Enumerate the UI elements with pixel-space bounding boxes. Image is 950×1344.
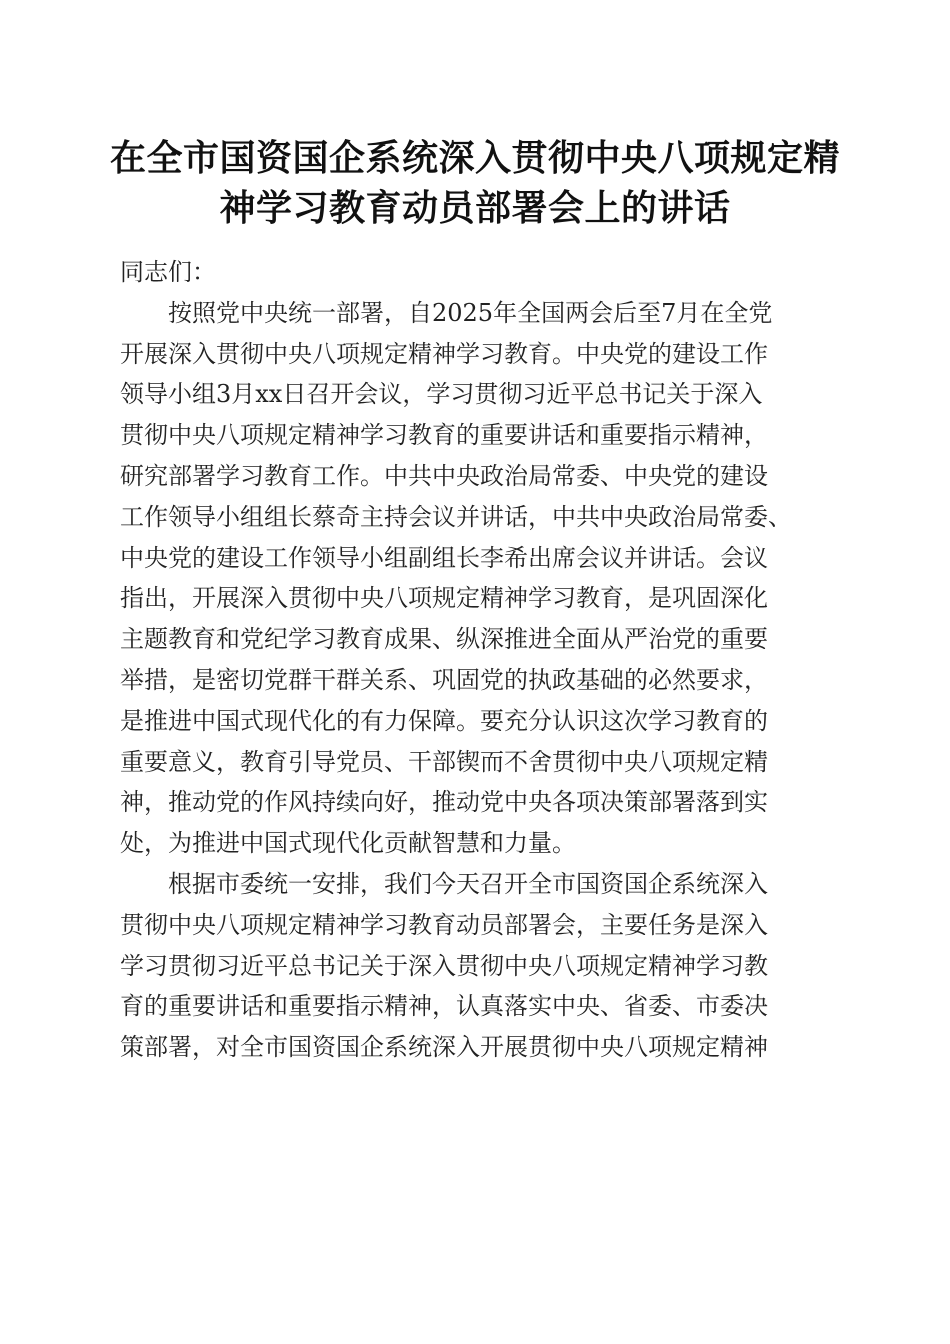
paragraph-2-line: 策部署，对全市国资国企系统深入开展贯彻中央八项规定精神 bbox=[120, 1033, 768, 1062]
paragraph-1-line: 开展深入贯彻中央八项规定精神学习教育。中央党的建设工作 bbox=[120, 339, 768, 368]
paragraph-1-line: 神，推动党的作风持续向好，推动党中央各项决策部署落到实 bbox=[120, 788, 768, 817]
paragraph-1-line: 举措，是密切党群干群关系、巩固党的执政基础的必然要求， bbox=[120, 665, 768, 694]
paragraph-1-line: 重要意义，教育引导党员、干部锲而不舍贯彻中央八项规定精 bbox=[120, 747, 768, 776]
paragraph-1-line: 是推进中国式现代化的有力保障。要充分认识这次学习教育的 bbox=[120, 706, 768, 735]
paragraph-2-line: 贯彻中央八项规定精神学习教育动员部署会，主要任务是深入 bbox=[120, 910, 768, 939]
paragraph-1-line: 贯彻中央八项规定精神学习教育的重要讲话和重要指示精神， bbox=[120, 421, 768, 450]
title-line-1: 在全市国资国企系统深入贯彻中央八项规定精 bbox=[109, 137, 840, 179]
paragraph-2 bbox=[120, 864, 840, 1068]
paragraph-2-line: 根据市委统一安排，我们今天召开全市国资国企系统深入 bbox=[168, 869, 768, 898]
paragraph-1-line: 主题教育和党纪学习教育成果、纵深推进全面从严治党的重要 bbox=[120, 625, 768, 654]
salutation: 同志们： bbox=[120, 258, 216, 286]
document-body bbox=[120, 252, 840, 1068]
paragraph-1-line: 工作领导小组组长蔡奇主持会议并讲话，中共中央政治局常委、 bbox=[120, 502, 792, 531]
paragraph-1-line: 指出，开展深入贯彻中央八项规定精神学习教育，是巩固深化 bbox=[120, 584, 768, 613]
title-line-2: 神学习教育动员部署会上的讲话 bbox=[219, 187, 731, 229]
paragraph-1-line: 领导小组3月xx日召开会议，学习贯彻习近平总书记关于深入 bbox=[120, 380, 763, 409]
document-title bbox=[100, 133, 850, 233]
paragraph-1 bbox=[120, 293, 840, 864]
paragraph-1-line: 处，为推进中国式现代化贡献智慧和力量。 bbox=[120, 829, 576, 858]
paragraph-2-line: 育的重要讲话和重要指示精神，认真落实中央、省委、市委决 bbox=[120, 992, 768, 1021]
paragraph-1-line: 研究部署学习教育工作。中共中央政治局常委、中央党的建设 bbox=[120, 461, 768, 490]
paragraph-1-line: 中央党的建设工作领导小组副组长李希出席会议并讲话。会议 bbox=[120, 543, 768, 572]
paragraph-2-line: 学习贯彻习近平总书记关于深入贯彻中央八项规定精神学习教 bbox=[120, 951, 768, 980]
paragraph-1-line: 按照党中央统一部署，自2025年全国两会后至7月在全党 bbox=[168, 298, 773, 327]
